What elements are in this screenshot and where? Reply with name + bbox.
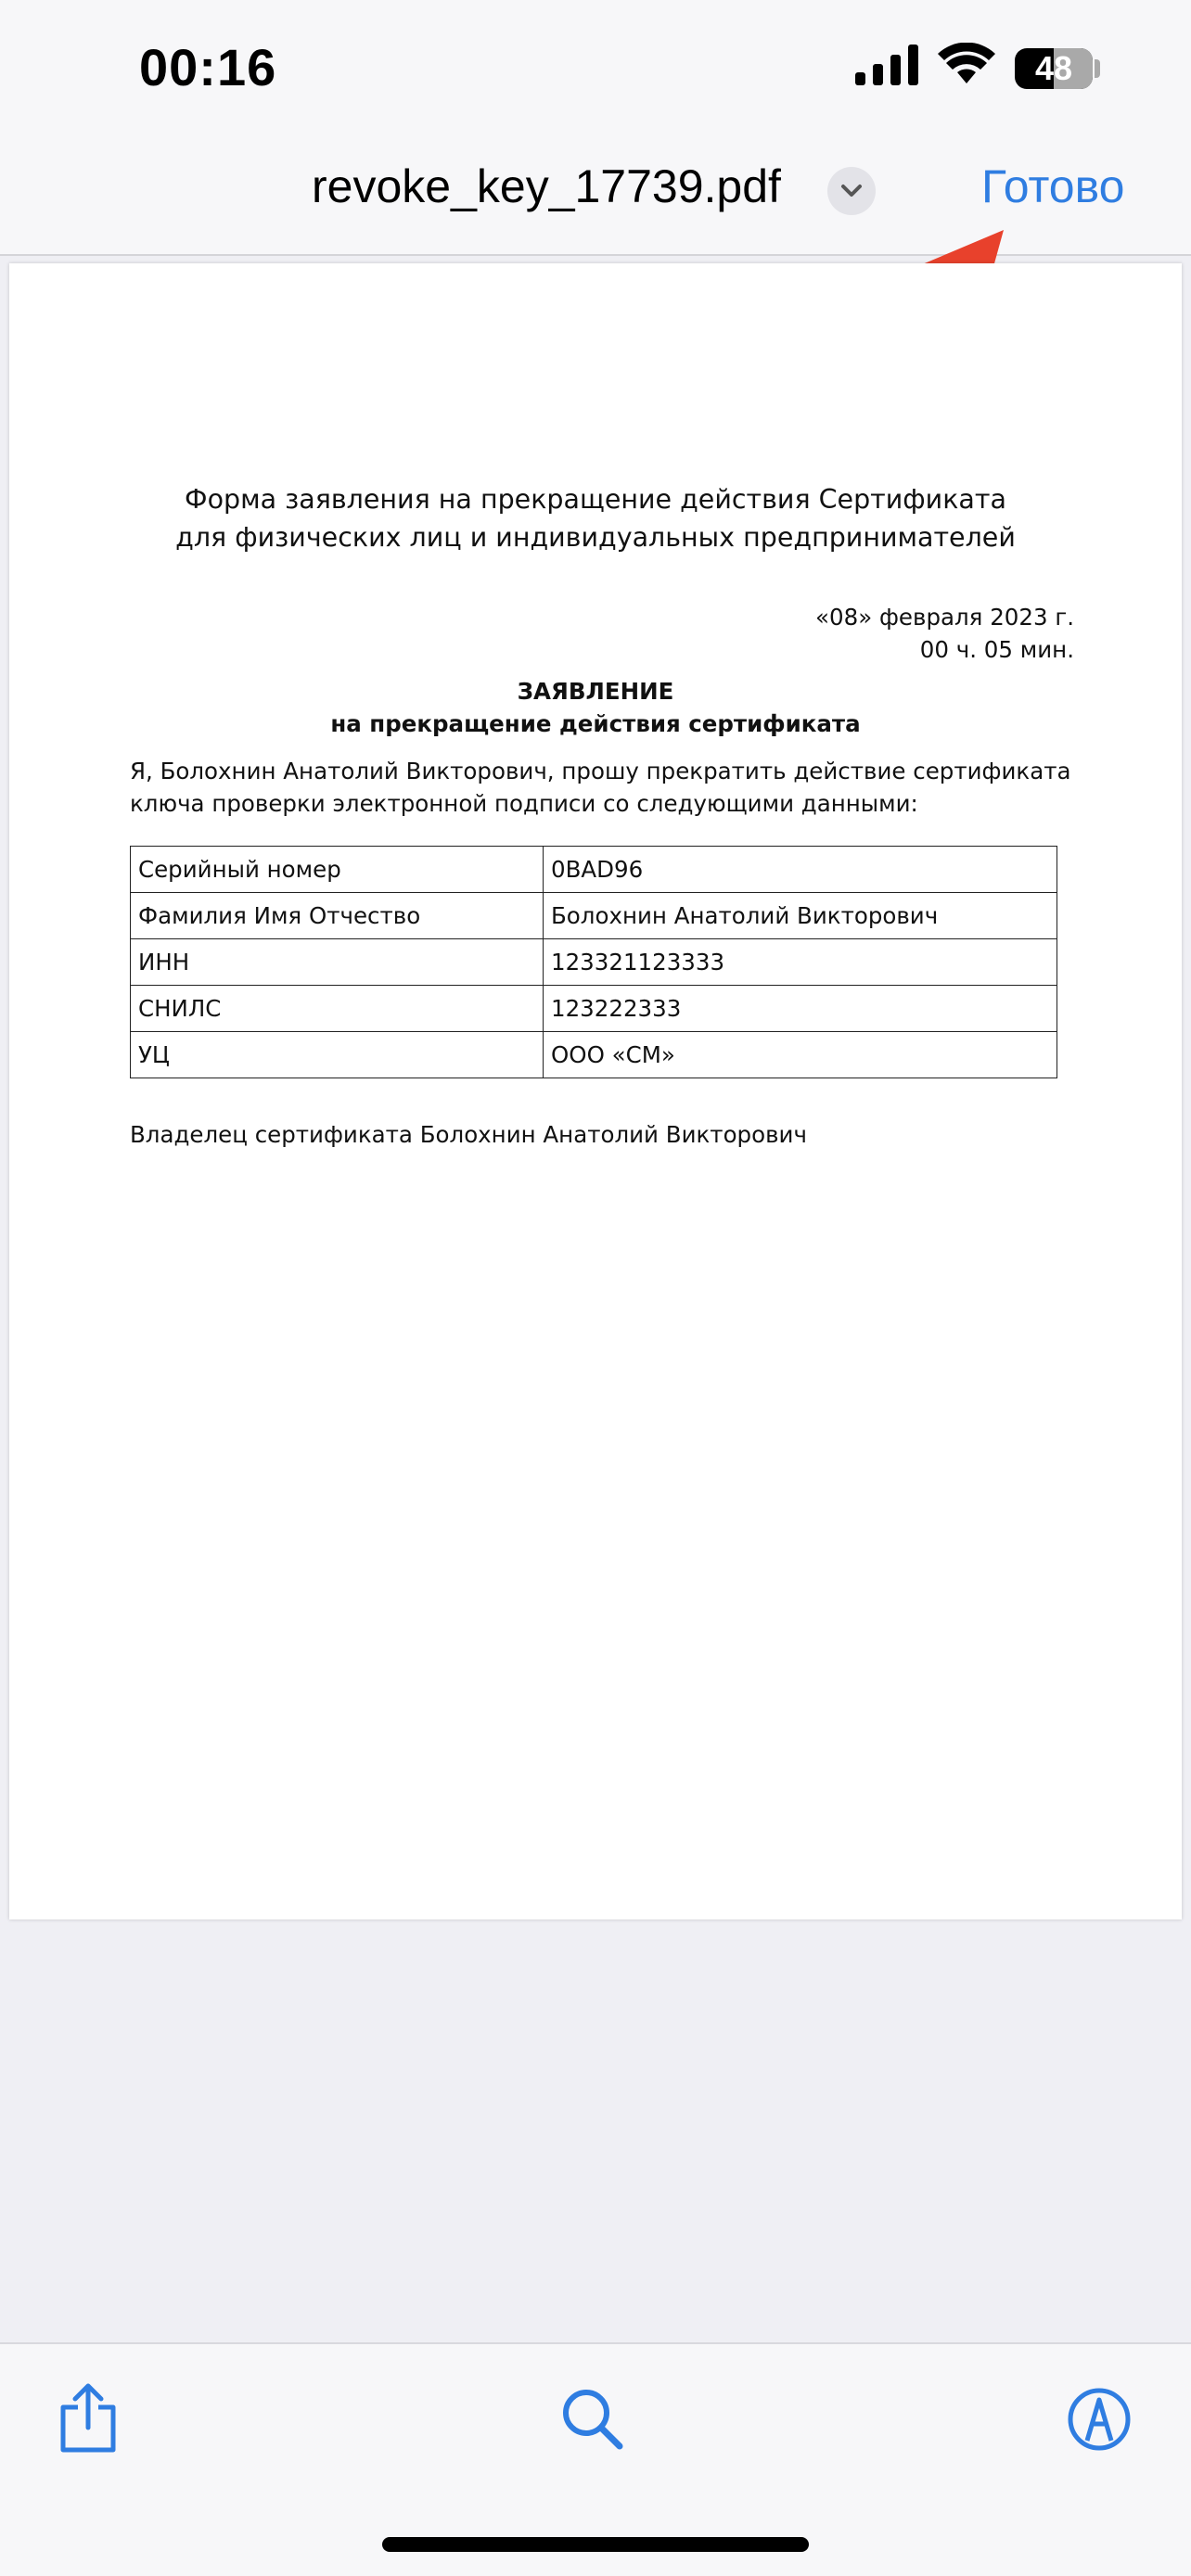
table-cell-value: Болохнин Анатолий Викторович [544,893,1057,939]
certificate-data-table [130,846,1057,1078]
battery-level: 48 [1034,49,1073,87]
date-block [815,601,1074,666]
pdf-page[interactable] [9,263,1182,1919]
table-cell-label: ИНН [131,939,544,986]
table-cell-value: 123222333 [544,986,1057,1032]
table-row [131,893,1057,939]
table-cell-value: 123321123333 [544,939,1057,986]
table-cell-label: СНИЛС [131,986,544,1032]
document-title[interactable]: revoke_key_17739.pdf [312,160,781,212]
table-cell-value: 0BAD96 [544,847,1057,893]
time-line: 00 ч. 05 мин. [919,636,1074,663]
form-title-line: для физических лиц и индивидуальных предпринимателей [175,522,1016,553]
markup-button[interactable] [1067,2387,1132,2456]
date-line: «08» февраля 2023 г. [815,604,1074,631]
table-row [131,986,1057,1032]
search-icon [560,2387,625,2452]
done-button[interactable]: Готово [981,160,1125,212]
search-button[interactable] [560,2387,625,2456]
markup-icon [1067,2387,1132,2452]
table-row [131,939,1057,986]
intro-line: Я, Болохнин Анатолий Викторович, прошу прекратить действие сертификата [130,758,1071,784]
status-bar [0,0,1191,139]
table-cell-label: Серийный номер [131,847,544,893]
title-menu-button[interactable] [827,167,876,215]
share-icon [58,2383,119,2454]
cellular-signal-icon [855,45,920,85]
navigation-bar [0,139,1191,256]
share-button[interactable] [58,2383,119,2458]
status-time: 00:16 [139,38,277,96]
heading-line: ЗАЯВЛЕНИЕ [517,678,674,705]
statement-heading [9,675,1182,740]
battery-icon [1015,48,1093,89]
table-row [131,1032,1057,1078]
home-indicator[interactable] [382,2537,809,2552]
battery-tip [1095,59,1100,78]
intro-paragraph [130,755,1085,820]
form-title-line: Форма заявления на прекращение действия Сертификата [185,484,1006,515]
owner-signature-line: Владелец сертификата Болохнин Анатолий Викторович [130,1121,807,1148]
table-cell-value: ООО «СМ» [544,1032,1057,1078]
table-row [131,847,1057,893]
table-cell-label: Фамилия Имя Отчество [131,893,544,939]
form-title [9,480,1182,556]
heading-line: на прекращение действия сертификата [330,710,861,737]
wifi-icon [937,43,996,85]
chevron-down-icon [839,180,864,202]
intro-line: ключа проверки электронной подписи со следующими данными: [130,790,918,817]
table-cell-label: УЦ [131,1032,544,1078]
